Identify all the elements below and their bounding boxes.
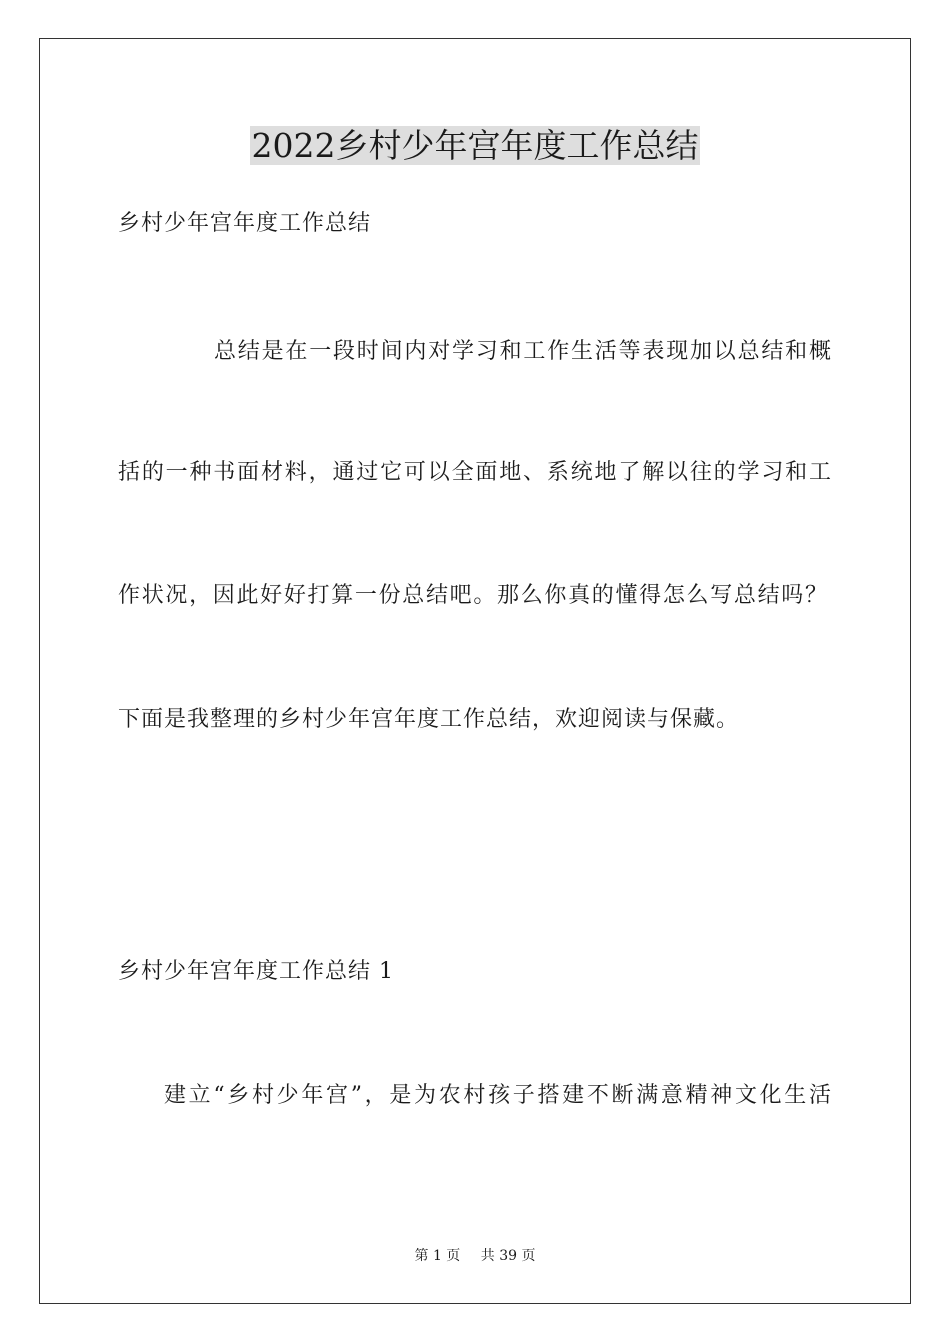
intro-line-4: 下面是我整理的乡村少年宫年度工作总结，欢迎阅读与保藏。 — [118, 707, 740, 732]
section-heading: 乡村少年宫年度工作总结 1 — [118, 959, 394, 984]
page-footer — [0, 1247, 950, 1265]
intro-line-1: 总结是在一段时间内对学习和工作生活等表现加以总结和概 — [214, 339, 832, 364]
intro-line-2: 括的一种书面材料，通过它可以全面地、系统地了解以往的学习和工 — [118, 460, 832, 485]
document-subtitle: 乡村少年宫年度工作总结 — [118, 211, 372, 236]
page-total: 共 39 页 — [480, 1248, 536, 1264]
page-number: 第 1 页 — [414, 1248, 461, 1264]
intro-line-3: 作状况，因此好好打算一份总结吧。那么你真的懂得怎么写总结吗？ — [118, 583, 828, 608]
section-first-line: 建立“乡村少年宫”，是为农村孩子搭建不断满意精神文化生活 — [164, 1083, 832, 1108]
document-title-text: 2022乡村少年宫年度工作总结 — [251, 126, 699, 165]
document-title — [0, 124, 950, 168]
